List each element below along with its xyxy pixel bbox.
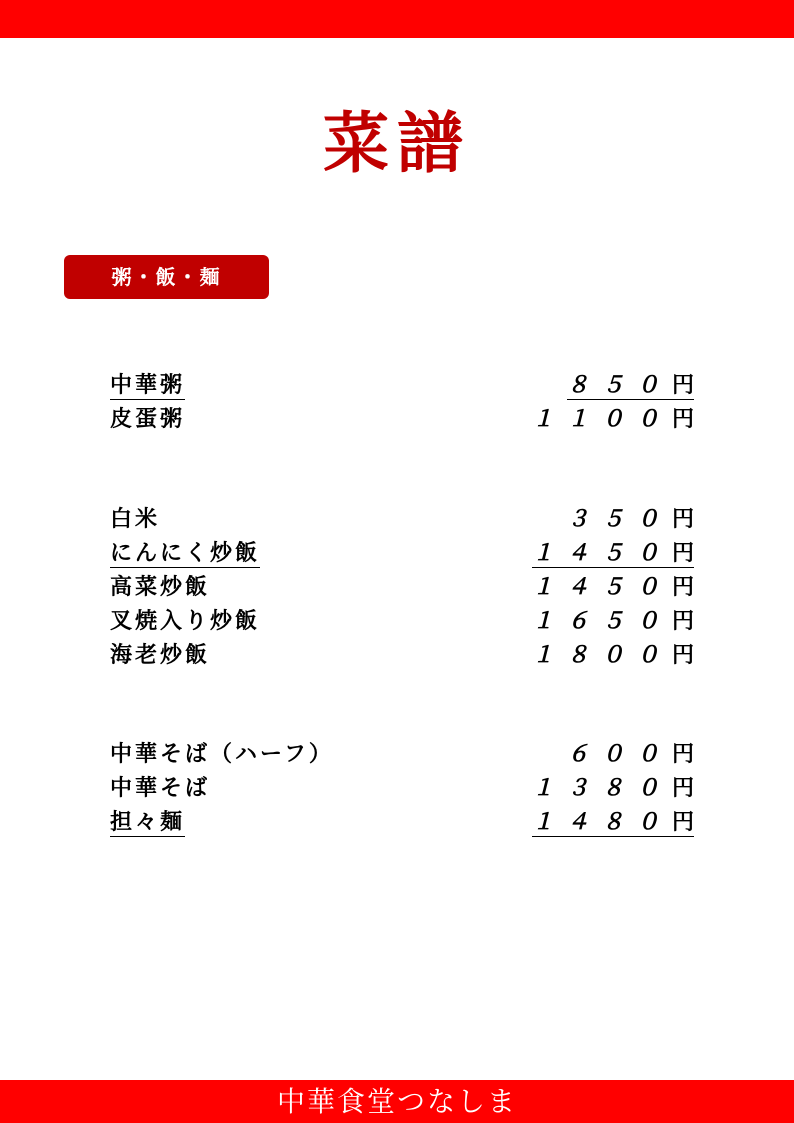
item-price: １８００円: [531, 642, 694, 668]
top-red-bar: [0, 0, 794, 38]
item-name: 中華そば: [110, 775, 211, 801]
item-name: 高菜炒飯: [110, 574, 211, 600]
menu-item-tantanmen: [110, 808, 694, 838]
item-price: １４５０円: [531, 574, 694, 600]
item-name: 中華そば（ハーフ）: [110, 741, 334, 767]
menu-item-hakumai: [110, 505, 694, 535]
menu-item-shrimp-fried-rice: [110, 641, 694, 671]
item-price: ６００円: [566, 741, 694, 767]
item-price: １４８０円: [531, 809, 694, 835]
menu-item-chuka-gayu: [110, 371, 694, 401]
item-price: １１００円: [531, 406, 694, 432]
item-name: 中華粥: [110, 372, 186, 398]
menu-item-chuka-soba: [110, 774, 694, 804]
section-badge: 粥・飯・麺: [64, 255, 269, 299]
item-price: ３５０円: [566, 506, 694, 532]
item-price: １４５０円: [531, 540, 694, 566]
menu-item-garlic-fried-rice: [110, 539, 694, 569]
item-name: 皮蛋粥: [110, 406, 186, 432]
item-price: １６５０円: [531, 608, 694, 634]
menu-item-chuka-soba-half: [110, 740, 694, 770]
item-name: 海老炒飯: [110, 642, 211, 668]
item-price: １３８０円: [531, 775, 694, 801]
item-name: 担々麺: [110, 809, 186, 835]
page-title: 菜譜: [323, 104, 471, 182]
item-name: 白米: [110, 506, 161, 532]
item-name: 叉焼入り炒飯: [110, 608, 261, 634]
item-name: にんにく炒飯: [110, 540, 261, 566]
menu-item-chashu-fried-rice: [110, 607, 694, 637]
menu-item-takana-fried-rice: [110, 573, 694, 603]
menu-item-pidan-gayu: [110, 405, 694, 435]
footer-restaurant-name: 中華食堂つなしま: [0, 1080, 794, 1123]
item-price: ８５０円: [566, 372, 694, 398]
